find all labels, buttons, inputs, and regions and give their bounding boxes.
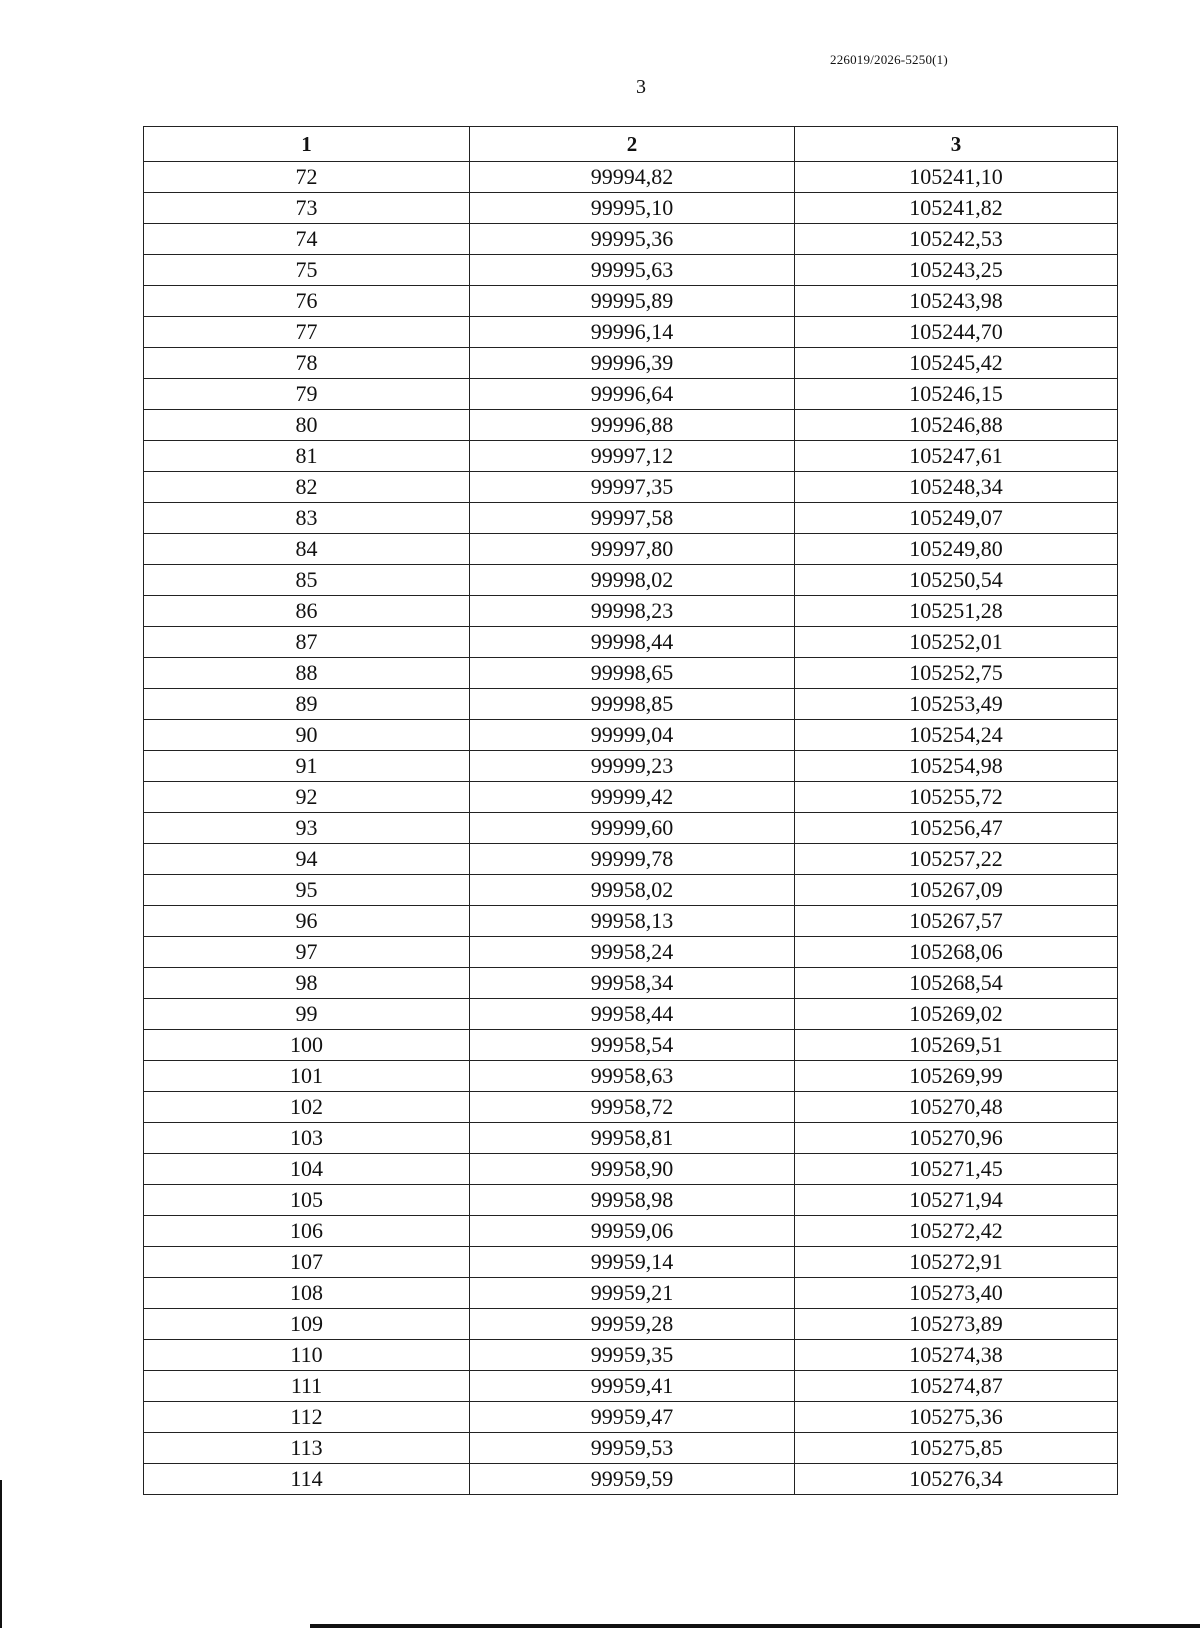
x-coordinate-cell: 99959,41 <box>470 1371 795 1402</box>
table-row <box>144 410 1118 441</box>
y-coordinate-cell: 105251,28 <box>795 596 1118 627</box>
table-row <box>144 720 1118 751</box>
point-number-cell: 94 <box>144 844 470 875</box>
point-number-cell: 75 <box>144 255 470 286</box>
point-number-cell: 91 <box>144 751 470 782</box>
y-coordinate-cell: 105250,54 <box>795 565 1118 596</box>
y-coordinate-cell: 105246,88 <box>795 410 1118 441</box>
x-coordinate-cell: 99999,04 <box>470 720 795 751</box>
point-number-cell: 106 <box>144 1216 470 1247</box>
table-row <box>144 1402 1118 1433</box>
table-row <box>144 751 1118 782</box>
y-coordinate-cell: 105269,51 <box>795 1030 1118 1061</box>
y-coordinate-cell: 105274,87 <box>795 1371 1118 1402</box>
point-number-cell: 107 <box>144 1247 470 1278</box>
table-row <box>144 906 1118 937</box>
x-coordinate-cell: 99958,63 <box>470 1061 795 1092</box>
table-row <box>144 162 1118 193</box>
x-coordinate-cell: 99959,21 <box>470 1278 795 1309</box>
point-number-cell: 114 <box>144 1464 470 1495</box>
y-coordinate-cell: 105249,80 <box>795 534 1118 565</box>
x-coordinate-cell: 99958,81 <box>470 1123 795 1154</box>
x-coordinate-cell: 99996,88 <box>470 410 795 441</box>
point-number-cell: 73 <box>144 193 470 224</box>
x-coordinate-cell: 99996,39 <box>470 348 795 379</box>
table-row <box>144 1030 1118 1061</box>
y-coordinate-cell: 105254,98 <box>795 751 1118 782</box>
point-number-cell: 110 <box>144 1340 470 1371</box>
table-row <box>144 1092 1118 1123</box>
y-coordinate-cell: 105272,42 <box>795 1216 1118 1247</box>
point-number-cell: 92 <box>144 782 470 813</box>
y-coordinate-cell: 105274,38 <box>795 1340 1118 1371</box>
column-header-3: 3 <box>795 127 1118 162</box>
table-row <box>144 224 1118 255</box>
table-row <box>144 1123 1118 1154</box>
table-row <box>144 875 1118 906</box>
y-coordinate-cell: 105243,98 <box>795 286 1118 317</box>
point-number-cell: 113 <box>144 1433 470 1464</box>
x-coordinate-cell: 99958,54 <box>470 1030 795 1061</box>
column-header-2: 2 <box>470 127 795 162</box>
point-number-cell: 112 <box>144 1402 470 1433</box>
point-number-cell: 105 <box>144 1185 470 1216</box>
point-number-cell: 85 <box>144 565 470 596</box>
x-coordinate-cell: 99998,23 <box>470 596 795 627</box>
y-coordinate-cell: 105253,49 <box>795 689 1118 720</box>
y-coordinate-cell: 105267,57 <box>795 906 1118 937</box>
page-number: 3 <box>636 76 646 98</box>
table-row <box>144 627 1118 658</box>
table-row <box>144 317 1118 348</box>
point-number-cell: 88 <box>144 658 470 689</box>
x-coordinate-cell: 99959,59 <box>470 1464 795 1495</box>
scan-bottom-rule <box>310 1624 1200 1628</box>
x-coordinate-cell: 99958,90 <box>470 1154 795 1185</box>
x-coordinate-cell: 99959,28 <box>470 1309 795 1340</box>
x-coordinate-cell: 99959,53 <box>470 1433 795 1464</box>
table-row <box>144 379 1118 410</box>
table-body <box>144 162 1118 1495</box>
y-coordinate-cell: 105273,40 <box>795 1278 1118 1309</box>
point-number-cell: 102 <box>144 1092 470 1123</box>
x-coordinate-cell: 99999,42 <box>470 782 795 813</box>
x-coordinate-cell: 99958,02 <box>470 875 795 906</box>
y-coordinate-cell: 105256,47 <box>795 813 1118 844</box>
table-row <box>144 1371 1118 1402</box>
table-row <box>144 503 1118 534</box>
table-row <box>144 813 1118 844</box>
y-coordinate-cell: 105276,34 <box>795 1464 1118 1495</box>
point-number-cell: 74 <box>144 224 470 255</box>
table-row <box>144 689 1118 720</box>
table-row <box>144 193 1118 224</box>
point-number-cell: 97 <box>144 937 470 968</box>
table-row <box>144 937 1118 968</box>
point-number-cell: 84 <box>144 534 470 565</box>
x-coordinate-cell: 99958,44 <box>470 999 795 1030</box>
table-row <box>144 1247 1118 1278</box>
y-coordinate-cell: 105271,94 <box>795 1185 1118 1216</box>
x-coordinate-cell: 99958,24 <box>470 937 795 968</box>
y-coordinate-cell: 105273,89 <box>795 1309 1118 1340</box>
y-coordinate-cell: 105270,48 <box>795 1092 1118 1123</box>
x-coordinate-cell: 99997,80 <box>470 534 795 565</box>
point-number-cell: 72 <box>144 162 470 193</box>
table-row <box>144 1061 1118 1092</box>
y-coordinate-cell: 105275,36 <box>795 1402 1118 1433</box>
table-row <box>144 441 1118 472</box>
point-number-cell: 78 <box>144 348 470 379</box>
y-coordinate-cell: 105244,70 <box>795 317 1118 348</box>
table-row <box>144 844 1118 875</box>
x-coordinate-cell: 99997,12 <box>470 441 795 472</box>
point-number-cell: 109 <box>144 1309 470 1340</box>
point-number-cell: 93 <box>144 813 470 844</box>
table-row <box>144 658 1118 689</box>
point-number-cell: 77 <box>144 317 470 348</box>
point-number-cell: 104 <box>144 1154 470 1185</box>
x-coordinate-cell: 99999,78 <box>470 844 795 875</box>
point-number-cell: 99 <box>144 999 470 1030</box>
point-number-cell: 86 <box>144 596 470 627</box>
y-coordinate-cell: 105252,75 <box>795 658 1118 689</box>
x-coordinate-cell: 99995,36 <box>470 224 795 255</box>
x-coordinate-cell: 99995,89 <box>470 286 795 317</box>
point-number-cell: 108 <box>144 1278 470 1309</box>
point-number-cell: 103 <box>144 1123 470 1154</box>
y-coordinate-cell: 105254,24 <box>795 720 1118 751</box>
y-coordinate-cell: 105243,25 <box>795 255 1118 286</box>
x-coordinate-cell: 99958,34 <box>470 968 795 999</box>
x-coordinate-cell: 99958,13 <box>470 906 795 937</box>
x-coordinate-cell: 99958,72 <box>470 1092 795 1123</box>
y-coordinate-cell: 105269,02 <box>795 999 1118 1030</box>
x-coordinate-cell: 99959,06 <box>470 1216 795 1247</box>
y-coordinate-cell: 105248,34 <box>795 472 1118 503</box>
coordinates-table <box>143 126 1118 1495</box>
y-coordinate-cell: 105242,53 <box>795 224 1118 255</box>
point-number-cell: 81 <box>144 441 470 472</box>
x-coordinate-cell: 99959,35 <box>470 1340 795 1371</box>
x-coordinate-cell: 99998,44 <box>470 627 795 658</box>
x-coordinate-cell: 99995,10 <box>470 193 795 224</box>
y-coordinate-cell: 105272,91 <box>795 1247 1118 1278</box>
x-coordinate-cell: 99997,58 <box>470 503 795 534</box>
x-coordinate-cell: 99958,98 <box>470 1185 795 1216</box>
table-row <box>144 1278 1118 1309</box>
table-row <box>144 596 1118 627</box>
point-number-cell: 79 <box>144 379 470 410</box>
x-coordinate-cell: 99999,23 <box>470 751 795 782</box>
table-row <box>144 1216 1118 1247</box>
y-coordinate-cell: 105241,10 <box>795 162 1118 193</box>
point-number-cell: 95 <box>144 875 470 906</box>
y-coordinate-cell: 105267,09 <box>795 875 1118 906</box>
table-row <box>144 1340 1118 1371</box>
x-coordinate-cell: 99998,65 <box>470 658 795 689</box>
point-number-cell: 89 <box>144 689 470 720</box>
x-coordinate-cell: 99996,14 <box>470 317 795 348</box>
point-number-cell: 82 <box>144 472 470 503</box>
x-coordinate-cell: 99959,14 <box>470 1247 795 1278</box>
point-number-cell: 98 <box>144 968 470 999</box>
y-coordinate-cell: 105246,15 <box>795 379 1118 410</box>
document-code: 226019/2026-5250(1) <box>830 52 948 67</box>
table-row <box>144 472 1118 503</box>
y-coordinate-cell: 105252,01 <box>795 627 1118 658</box>
table-row <box>144 1185 1118 1216</box>
y-coordinate-cell: 105255,72 <box>795 782 1118 813</box>
y-coordinate-cell: 105268,54 <box>795 968 1118 999</box>
table-row <box>144 534 1118 565</box>
x-coordinate-cell: 99959,47 <box>470 1402 795 1433</box>
table-row <box>144 968 1118 999</box>
x-coordinate-cell: 99994,82 <box>470 162 795 193</box>
x-coordinate-cell: 99996,64 <box>470 379 795 410</box>
x-coordinate-cell: 99998,85 <box>470 689 795 720</box>
table-row <box>144 255 1118 286</box>
point-number-cell: 100 <box>144 1030 470 1061</box>
point-number-cell: 76 <box>144 286 470 317</box>
table-row <box>144 782 1118 813</box>
point-number-cell: 90 <box>144 720 470 751</box>
table-row <box>144 999 1118 1030</box>
table-row <box>144 1433 1118 1464</box>
table-row <box>144 1464 1118 1495</box>
x-coordinate-cell: 99998,02 <box>470 565 795 596</box>
x-coordinate-cell: 99997,35 <box>470 472 795 503</box>
y-coordinate-cell: 105257,22 <box>795 844 1118 875</box>
y-coordinate-cell: 105268,06 <box>795 937 1118 968</box>
table-row <box>144 286 1118 317</box>
x-coordinate-cell: 99999,60 <box>470 813 795 844</box>
y-coordinate-cell: 105275,85 <box>795 1433 1118 1464</box>
point-number-cell: 101 <box>144 1061 470 1092</box>
point-number-cell: 83 <box>144 503 470 534</box>
table-row <box>144 1309 1118 1340</box>
y-coordinate-cell: 105269,99 <box>795 1061 1118 1092</box>
y-coordinate-cell: 105249,07 <box>795 503 1118 534</box>
table-row <box>144 348 1118 379</box>
y-coordinate-cell: 105270,96 <box>795 1123 1118 1154</box>
table-row <box>144 1154 1118 1185</box>
table-row <box>144 565 1118 596</box>
y-coordinate-cell: 105247,61 <box>795 441 1118 472</box>
table-header-row <box>144 127 1118 162</box>
point-number-cell: 80 <box>144 410 470 441</box>
y-coordinate-cell: 105271,45 <box>795 1154 1118 1185</box>
y-coordinate-cell: 105245,42 <box>795 348 1118 379</box>
point-number-cell: 111 <box>144 1371 470 1402</box>
x-coordinate-cell: 99995,63 <box>470 255 795 286</box>
y-coordinate-cell: 105241,82 <box>795 193 1118 224</box>
point-number-cell: 96 <box>144 906 470 937</box>
scan-margin-line <box>0 1480 2 1628</box>
point-number-cell: 87 <box>144 627 470 658</box>
column-header-1: 1 <box>144 127 470 162</box>
